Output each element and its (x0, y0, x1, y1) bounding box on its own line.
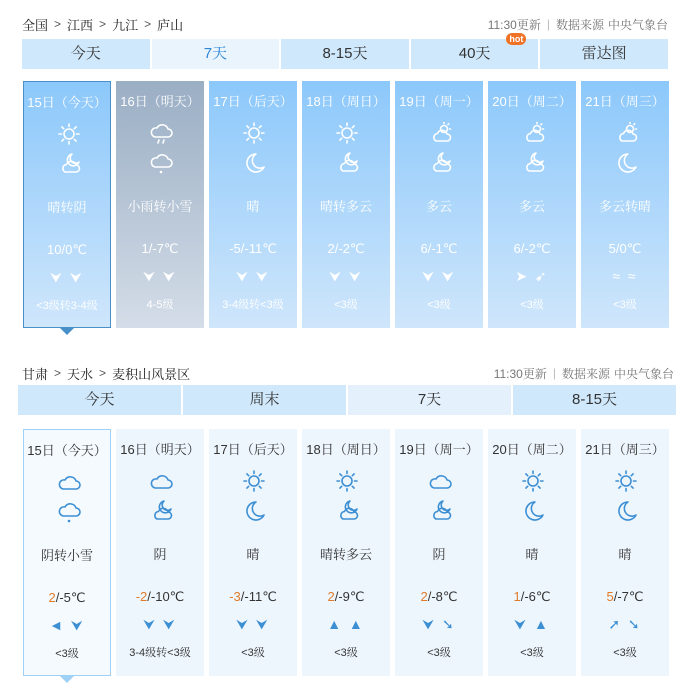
day-date: 15日（今天） (27, 95, 107, 110)
weather-description: 多云 (425, 199, 452, 214)
temp-low: -2℃ (338, 241, 365, 256)
sun-icon (613, 469, 639, 493)
weather-description: 阴 (153, 547, 167, 562)
temperature-range (116, 589, 204, 605)
day-card[interactable] (488, 429, 576, 676)
temp-low: -2℃ (524, 241, 551, 256)
wind-level: <3级 (520, 647, 544, 659)
update-time: 11:30更新 (487, 17, 541, 32)
temperature-range (302, 241, 390, 257)
tab-radar[interactable] (540, 39, 668, 69)
moon-icon (613, 151, 639, 175)
day-card[interactable] (395, 81, 483, 328)
day-card[interactable] (23, 81, 111, 328)
temperature-range (116, 241, 204, 257)
source-name: 中央气象台 (613, 366, 674, 381)
cloud-icon (148, 469, 174, 493)
day-date: 19日（周一） (399, 94, 479, 109)
hot-badge: hot (506, 33, 526, 45)
day-card[interactable] (209, 81, 297, 328)
breadcrumb-item-country[interactable]: 全国 (22, 17, 49, 33)
weather-description: 晴转多云 (319, 199, 372, 214)
wind-level: <3级转3-4级 (36, 300, 98, 312)
day-date: 16日（明天） (120, 94, 200, 109)
wind-direction-icon: ⮟ ⮟ (143, 268, 177, 284)
tab-label: 周末 (249, 391, 280, 408)
temp-low: -6℃ (524, 589, 551, 604)
cloudy-night-icon (334, 499, 360, 523)
day-date: 17日（后天） (213, 442, 293, 457)
weather-description: 阴转小雪 (40, 548, 93, 563)
wind-level: <3级 (427, 299, 451, 311)
breadcrumb-separator: > (144, 17, 152, 31)
wind-level: <3级 (334, 299, 358, 311)
tab-label: 7天 (417, 391, 442, 408)
wind-direction-icon: ⮟ ⮟ (422, 268, 456, 284)
temp-high: 2 (327, 589, 335, 604)
temp-high: -2 (135, 589, 148, 604)
temp-low: -11℃ (244, 241, 277, 256)
wind-level: <3级 (241, 647, 265, 659)
temp-low: -7℃ (617, 589, 644, 604)
cloudy-night-icon (427, 499, 453, 523)
maijishan-forecast-panel (0, 352, 684, 692)
day-date: 21日（周三） (585, 94, 665, 109)
wind-direction-icon: ⮟ ➘ (422, 616, 456, 632)
panel-header (22, 14, 668, 34)
temp-separator: / (427, 241, 432, 256)
tab-label: 雷达图 (581, 45, 627, 62)
rain-cloud-icon (148, 121, 174, 145)
lushan-forecast-panel (0, 0, 684, 340)
wind-direction-icon: ⮟ ▲ (514, 616, 550, 632)
weather-description: 晴转阴 (47, 200, 87, 215)
temp-low: -10℃ (150, 589, 185, 604)
tab-8-15-days[interactable] (513, 385, 676, 415)
breadcrumb-separator: > (99, 17, 107, 31)
day-card[interactable] (488, 81, 576, 328)
temp-low: -9℃ (338, 589, 365, 604)
day-date: 20日（周二） (492, 94, 572, 109)
day-card[interactable] (302, 429, 390, 676)
temperature-range (395, 241, 483, 257)
temp-high: 1 (141, 241, 149, 256)
partly-cloudy-icon (427, 121, 453, 145)
temperature-range (581, 241, 669, 257)
weather-description: 多云转晴 (598, 199, 651, 214)
wind-direction-icon: ⮟ ⮟ (236, 616, 270, 632)
temp-separator: / (520, 589, 525, 604)
tab-label: 40天 (458, 45, 491, 62)
weather-description: 晴 (618, 547, 632, 562)
temperature-range (395, 589, 483, 605)
temp-separator: / (61, 242, 66, 257)
temp-high: 10 (47, 242, 62, 257)
day-date: 17日（后天） (213, 94, 293, 109)
day-card[interactable] (302, 81, 390, 328)
temp-separator: / (334, 589, 339, 604)
temp-separator: / (520, 241, 525, 256)
breadcrumb-separator: > (99, 366, 107, 380)
temp-low: -7℃ (152, 241, 179, 256)
weather-description: 阴 (432, 547, 446, 562)
weather-description: 晴 (525, 547, 539, 562)
tab-weekend[interactable] (183, 385, 346, 415)
cloud-icon (56, 470, 82, 494)
temp-high: 6 (420, 241, 428, 256)
temperature-range (209, 241, 297, 257)
cloudy-night-icon (148, 499, 174, 523)
temperature-range (24, 242, 110, 258)
temp-separator: / (240, 589, 245, 604)
update-time: 11:30更新 (493, 366, 547, 381)
weather-description: 晴 (246, 547, 260, 562)
panel-header (22, 363, 674, 383)
selected-day-pointer (60, 328, 74, 335)
temp-separator: / (427, 589, 432, 604)
breadcrumb-item-city[interactable]: 九江 (112, 17, 139, 33)
temp-low: 0℃ (65, 242, 87, 257)
snow-cloud-icon (148, 151, 174, 175)
sun-icon (241, 469, 267, 493)
update-info (488, 16, 668, 33)
breadcrumb-item-location: 麦积山风景区 (112, 366, 191, 382)
day-date: 21日（周三） (585, 442, 665, 457)
day-date: 15日（今天） (27, 443, 107, 458)
temp-separator: / (334, 241, 339, 256)
wind-direction-icon: ⮟ ⮟ (143, 616, 177, 632)
cloudy-night-icon (56, 152, 82, 176)
weather-description: 小雨转小雪 (127, 199, 193, 214)
temperature-range (302, 589, 390, 605)
temp-separator: / (148, 241, 153, 256)
day-cards (23, 81, 669, 328)
temp-high: 6 (513, 241, 521, 256)
temp-separator: / (147, 589, 151, 604)
temp-high: 1 (513, 589, 521, 604)
cloudy-night-icon (520, 151, 546, 175)
breadcrumb (22, 15, 183, 34)
day-card[interactable] (23, 429, 111, 676)
tab-40-days[interactable] (411, 34, 539, 69)
sun-icon (334, 469, 360, 493)
tab-label: 8-15天 (322, 45, 368, 62)
tab-7-days[interactable] (152, 39, 280, 69)
partly-cloudy-icon (520, 121, 546, 145)
wind-level: <3级 (427, 647, 451, 659)
day-card[interactable] (581, 429, 669, 676)
temperature-range (488, 241, 576, 257)
temp-low: 0℃ (619, 241, 642, 256)
day-card[interactable] (395, 429, 483, 676)
sun-icon (56, 122, 82, 146)
divider: | (552, 366, 556, 380)
tab-label: 今天 (70, 45, 101, 62)
selected-day-pointer (60, 676, 74, 683)
day-card[interactable] (581, 81, 669, 328)
wind-level: 3-4级转<3级 (129, 647, 191, 659)
source-label: 数据来源 (561, 366, 610, 381)
wind-level: <3级 (520, 299, 544, 311)
temp-high: 5 (606, 589, 614, 604)
cloudy-night-icon (334, 151, 360, 175)
temperature-range (488, 589, 576, 605)
wind-direction-icon: ⮟ ⮟ (236, 268, 270, 284)
breadcrumb-separator: > (54, 366, 62, 380)
temp-separator: / (613, 589, 618, 604)
breadcrumb-item-province[interactable]: 江西 (67, 17, 94, 33)
wind-direction-icon: ⮟ ⮟ (329, 268, 363, 284)
wind-direction-icon: ⮟ ⮟ (50, 269, 84, 285)
forecast-tabs (18, 385, 676, 415)
breadcrumb-separator: > (54, 17, 62, 31)
wind-direction-icon: ▲ ▲ (327, 616, 365, 632)
day-date: 20日（周二） (492, 442, 572, 457)
wind-direction-icon: ◄ ⮟ (49, 617, 85, 633)
wind-level: 3-4级转<3级 (222, 299, 284, 311)
temp-separator: / (615, 241, 620, 256)
wind-level: <3级 (613, 299, 637, 311)
source-name: 中央气象台 (607, 17, 668, 32)
temp-low: -8℃ (431, 589, 458, 604)
temp-high: -5 (229, 241, 241, 256)
temperature-range (209, 589, 297, 605)
moon-icon (520, 499, 546, 523)
divider: | (546, 17, 550, 31)
sun-icon (520, 469, 546, 493)
day-card[interactable] (209, 429, 297, 676)
update-info (494, 365, 674, 382)
temp-separator: / (55, 590, 60, 605)
wind-level: <3级 (55, 648, 79, 660)
day-date: 16日（明天） (120, 442, 200, 457)
temp-high: 2 (48, 590, 56, 605)
temperature-range (581, 589, 669, 605)
moon-icon (241, 499, 267, 523)
tab-8-15-days[interactable] (281, 39, 409, 69)
day-card[interactable] (116, 81, 204, 328)
moon-icon (613, 499, 639, 523)
wind-level: 4-5级 (146, 299, 174, 311)
tab-label: 8-15天 (571, 391, 618, 408)
day-cards (23, 429, 669, 676)
breadcrumb (22, 364, 190, 383)
breadcrumb-item-city[interactable]: 天水 (67, 366, 94, 382)
weather-description: 晴转多云 (319, 547, 372, 562)
moon-icon (241, 151, 267, 175)
temperature-range (24, 590, 110, 606)
temp-high: 2 (327, 241, 335, 256)
day-date: 18日（周日） (306, 94, 386, 109)
snow-cloud-icon (56, 500, 82, 524)
temp-low: -11℃ (244, 589, 277, 604)
temp-separator: / (240, 241, 245, 256)
breadcrumb-item-province[interactable]: 甘肃 (22, 366, 49, 382)
weather-description: 晴 (246, 199, 260, 214)
cloudy-night-icon (427, 151, 453, 175)
temp-high: -3 (229, 589, 241, 604)
wind-direction-icon: ≈ ≈ (612, 268, 638, 284)
weather-description: 多云 (518, 199, 545, 214)
wind-level: <3级 (334, 647, 358, 659)
tab-today[interactable] (18, 385, 181, 415)
day-date: 18日（周日） (306, 442, 386, 457)
temp-low: -5℃ (59, 590, 86, 605)
wind-direction-icon: ➤ ➹ (515, 268, 549, 284)
day-date: 19日（周一） (399, 442, 479, 457)
tab-today[interactable] (22, 39, 150, 69)
temp-low: -1℃ (431, 241, 458, 256)
breadcrumb-item-location: 庐山 (157, 17, 184, 33)
forecast-tabs (22, 34, 668, 69)
wind-level: <3级 (613, 647, 637, 659)
sun-icon (241, 121, 267, 145)
tab-7-days[interactable] (348, 385, 511, 415)
tab-label: 今天 (84, 391, 115, 408)
temp-high: 2 (420, 589, 428, 604)
tab-label: 7天 (203, 45, 228, 62)
partly-cloudy-icon (613, 121, 639, 145)
cloud-icon (427, 469, 453, 493)
wind-direction-icon: ➚ ➘ (608, 616, 642, 632)
sun-icon (334, 121, 360, 145)
temp-high: 5 (608, 241, 616, 256)
day-card[interactable] (116, 429, 204, 676)
source-label: 数据来源 (555, 17, 604, 32)
